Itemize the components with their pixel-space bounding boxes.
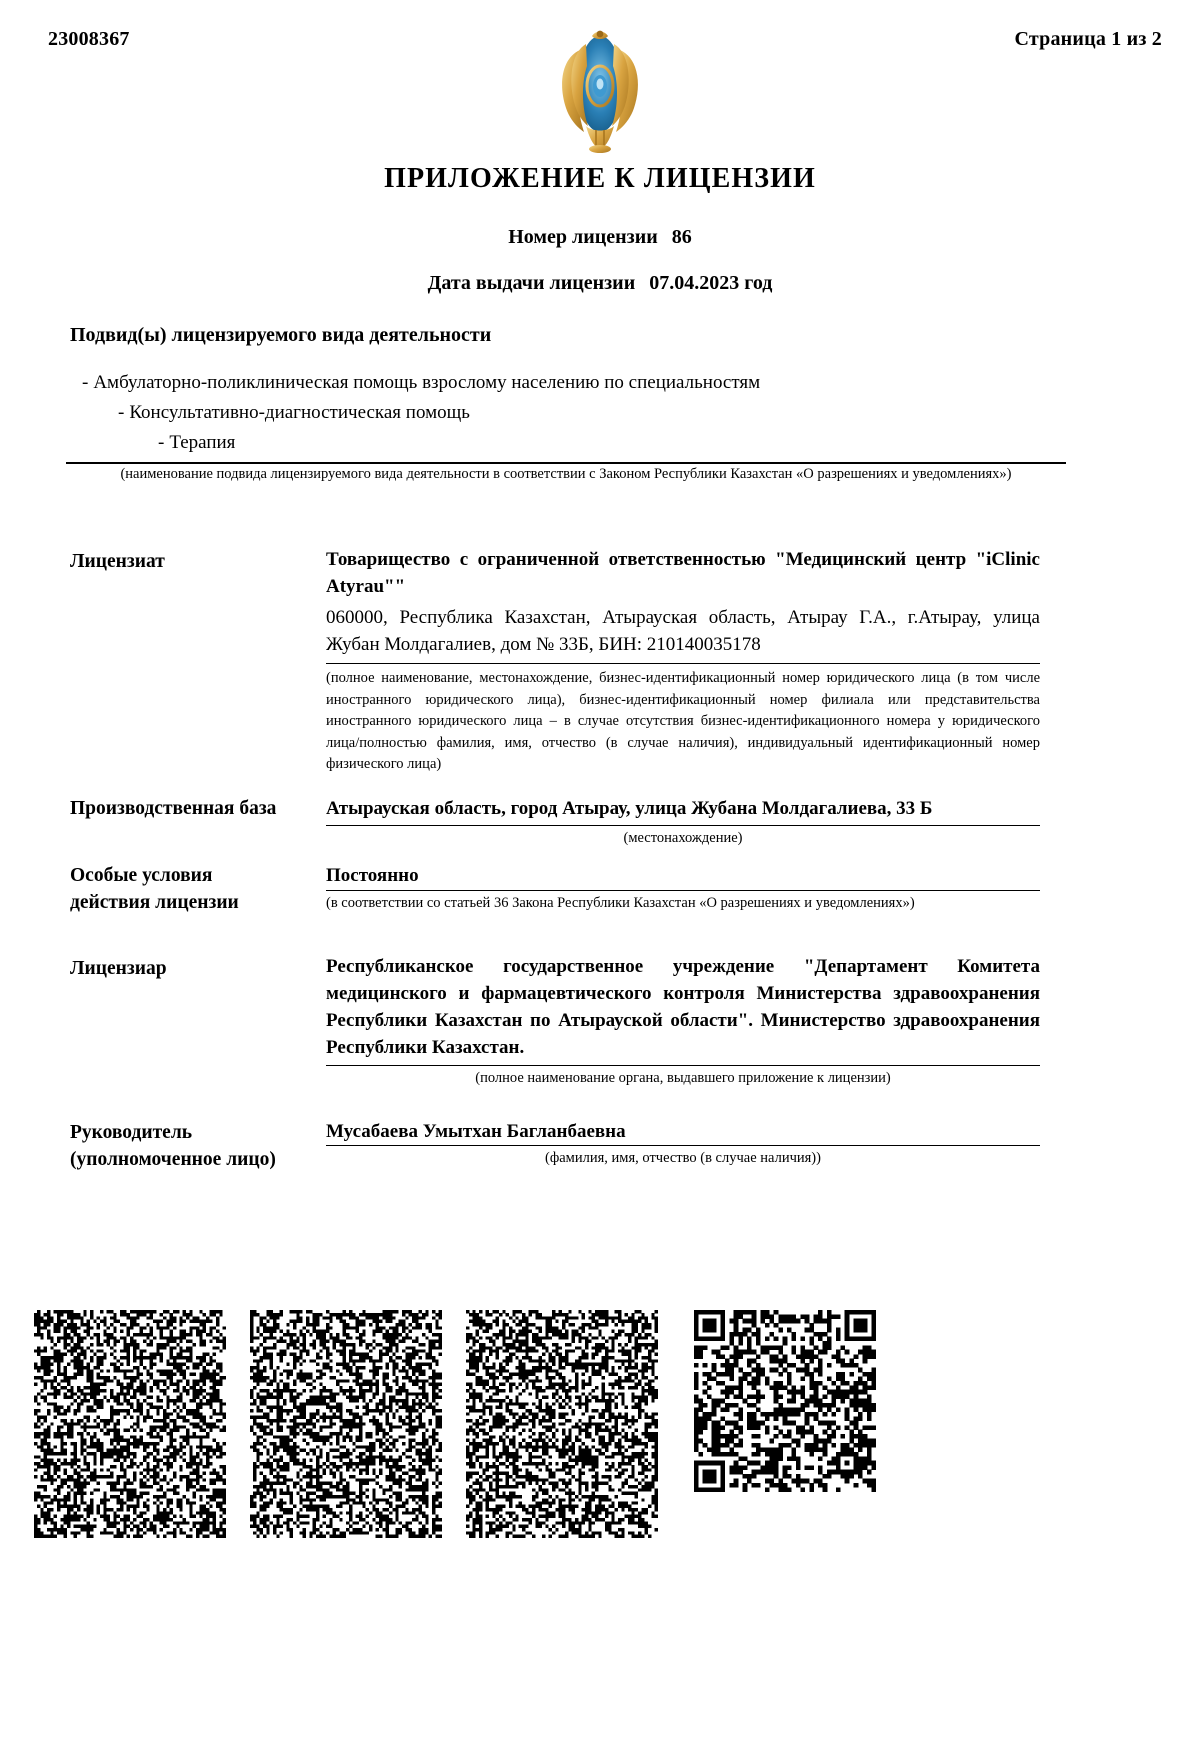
licensor-caption: (полное наименование органа, выдавшего приложение к лицензии) (475, 1070, 891, 1086)
licensor-value: Республиканское государственное учреждение "Департамент Комитета медицинского и фармацевтического контроля Министерства здравоохранения Республики Казахстан по Атырауской области". Министерство здравоохранения Республики Казахстан. (326, 956, 1040, 1058)
datamatrix-barcode-2 (250, 1310, 442, 1538)
licensee-name: Товарищество с ограниченной ответственностью "Медицинский центр "iClinic Atyrau"" (326, 549, 1040, 597)
special-conditions-label-line2: действия лицензии (70, 892, 239, 913)
datamatrix-barcode-1 (34, 1310, 226, 1538)
subtypes-caption: (наименование подвида лицензируемого вида деятельности в соответствии с Законом Республики Казахстан «О разрешениях и уведомлениях») (120, 466, 1012, 482)
list-bullet: - (158, 432, 165, 453)
license-number-line (0, 226, 1200, 249)
head-label-line2: (уполномоченное лицо) (70, 1149, 276, 1170)
list-item-label: Консультативно-диагностическая помощь (129, 402, 470, 423)
page-title: ПРИЛОЖЕНИЕ К ЛИЦЕНЗИИ (384, 163, 816, 194)
list-item-label: Амбулаторно-поликлиническая помощь взрослому населению по специальностям (93, 372, 761, 393)
licensor-label: Лицензиар (70, 958, 167, 979)
datamatrix-barcode-3 (466, 1310, 658, 1538)
special-conditions-label (70, 862, 320, 916)
special-conditions-label-line1: Особые условия (70, 865, 213, 886)
page-counter: Страница 1 из 2 (1014, 28, 1162, 50)
production-base-caption: (местонахождение) (623, 830, 743, 846)
special-conditions-value: Постоянно (326, 865, 419, 886)
licensor-divider (326, 1065, 1040, 1066)
production-base-value: Атырауская область, город Атырау, улица Жубана Молдагалиева, 33 Б (326, 798, 933, 819)
production-base-label: Производственная база (70, 798, 277, 819)
document-number: 23008367 (48, 28, 130, 50)
head-divider (326, 1145, 1040, 1146)
production-base-divider (326, 825, 1040, 826)
coat-of-arms-kazakhstan-icon (552, 22, 648, 154)
license-number-label: Номер лицензии (508, 226, 658, 248)
license-date-line (0, 272, 1200, 295)
special-conditions-caption: (в соответствии со статьей 36 Закона Республики Казахстан «О разрешениях и уведомлениях») (326, 895, 915, 911)
list-item-label: Терапия (169, 432, 236, 453)
license-date-label: Дата выдачи лицензии (427, 272, 636, 294)
list-item (70, 368, 1070, 398)
list-bullet: - (118, 402, 125, 423)
subtypes-heading: Подвид(ы) лицензируемого вида деятельности (70, 324, 492, 346)
license-number-value: 86 (671, 226, 692, 248)
special-conditions-divider (326, 890, 1040, 891)
head-caption: (фамилия, имя, отчество (в случае наличия)) (545, 1150, 821, 1166)
licensee-address: 060000, Республика Казахстан, Атырауская область, Атырау Г.А., г.Атырау, улица Жубан Молдагалиев, дом № 33Б, БИН: 210140035178 (326, 607, 1040, 655)
head-label-line1: Руководитель (70, 1122, 193, 1143)
license-date-value: 07.04.2023 год (649, 272, 773, 294)
list-item (70, 398, 1070, 428)
qr-code (694, 1310, 876, 1492)
codes-strip (0, 1310, 1200, 1540)
list-bullet: - (82, 372, 89, 393)
licensee-label: Лицензиат (70, 551, 165, 572)
licensee-caption: (полное наименование, местонахождение, бизнес-идентификационный номер юридического лица (в том числе иностранного юридического лица), бизнес-идентификационный номер филиала или представительства иностранного юридического лица – в случае отсутствия бизнес-идентификационного номера у юридического лица/полностью фамилия, имя, отчество (в случае наличия), индивидуальный идентификационный номер физического лица) (326, 670, 1040, 772)
list-item (70, 428, 1070, 458)
head-label (70, 1119, 320, 1173)
subtypes-list (70, 368, 1070, 458)
head-name-value: Мусабаева Умытхан Багланбаевна (326, 1121, 626, 1142)
licensee-divider (326, 663, 1040, 664)
